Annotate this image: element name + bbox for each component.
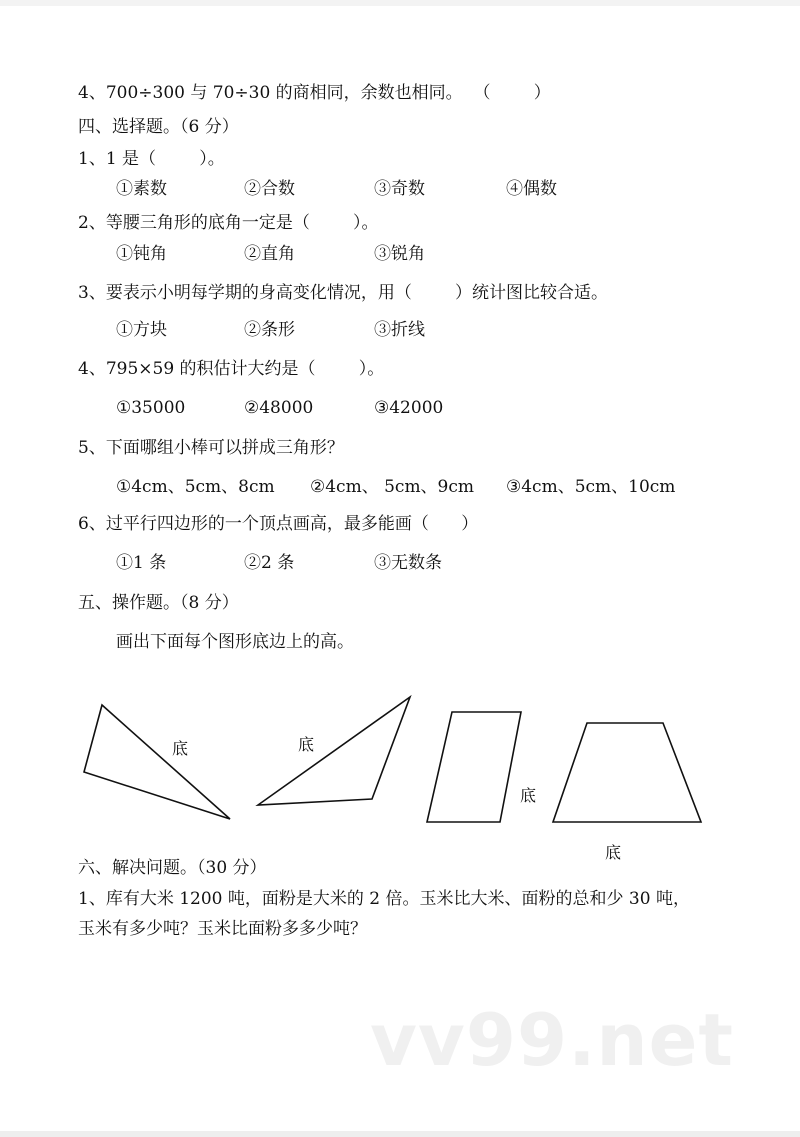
option-3a: ①方块 xyxy=(116,320,167,340)
option-5b: ②4cm、 5cm、9cm xyxy=(310,477,475,497)
option-1a: ①素数 xyxy=(116,179,167,199)
base-label-triangle-1: 底 xyxy=(172,739,189,758)
option-1c: ③奇数 xyxy=(374,179,425,199)
option-5c: ③4cm、5cm、10cm xyxy=(506,477,676,497)
option-4a: ①35000 xyxy=(116,398,186,418)
section-4-title: 四、选择题。（6 分） xyxy=(78,117,239,137)
section-5-title: 五、操作题。（8 分） xyxy=(78,593,239,613)
shapes-figure xyxy=(0,680,800,860)
base-label-triangle-2: 底 xyxy=(298,735,315,754)
choice-question-1: 1、1 是（ ）。 xyxy=(78,149,225,169)
option-1d: ④偶数 xyxy=(506,179,557,199)
option-6a: ①1 条 xyxy=(116,553,167,573)
choice-question-5: 5、下面哪组小棒可以拼成三角形？ xyxy=(78,438,344,458)
problem-1-line-1: 1、库有大米 1200 吨，面粉是大米的 2 倍。玉米比大米、面粉的总和少 30 吨， xyxy=(78,889,690,909)
option-5a: ①4cm、5cm、8cm xyxy=(116,477,275,497)
choice-question-4: 4、795×59 的积估计大约是（ ）。 xyxy=(78,359,385,379)
option-2b: ②直角 xyxy=(244,244,295,264)
choice-question-6: 6、过平行四边形的一个顶点画高，最多能画（ ） xyxy=(78,514,479,534)
trapezoid xyxy=(553,723,701,822)
triangle-1 xyxy=(84,705,230,819)
option-6c: ③无数条 xyxy=(374,553,442,573)
triangle-2 xyxy=(258,697,410,805)
problem-1-line-2: 玉米有多少吨？玉米比面粉多多少吨？ xyxy=(78,919,367,939)
choice-question-3: 3、要表示小明每学期的身高变化情况，用（ ）统计图比较合适。 xyxy=(78,283,609,303)
parallelogram xyxy=(427,712,521,822)
option-6b: ②2 条 xyxy=(244,553,295,573)
option-2c: ③锐角 xyxy=(374,244,425,264)
watermark: vv99.net xyxy=(370,998,734,1082)
section-5-instruction: 画出下面每个图形底边上的高。 xyxy=(116,632,354,652)
option-4c: ③42000 xyxy=(374,398,444,418)
top-border xyxy=(0,0,800,6)
option-3b: ②条形 xyxy=(244,320,295,340)
option-1b: ②合数 xyxy=(244,179,295,199)
judgement-question-4: 4、700÷300 与 70÷30 的商相同，余数也相同。 （ ） xyxy=(78,83,551,103)
base-label-trapezoid: 底 xyxy=(605,843,622,862)
option-4b: ②48000 xyxy=(244,398,314,418)
option-3c: ③折线 xyxy=(374,320,425,340)
base-label-parallelogram: 底 xyxy=(520,786,537,805)
section-6-title: 六、解决问题。（30 分） xyxy=(78,858,267,878)
bottom-border xyxy=(0,1131,800,1137)
choice-question-2: 2、等腰三角形的底角一定是（ ）。 xyxy=(78,213,379,233)
option-2a: ①钝角 xyxy=(116,244,167,264)
